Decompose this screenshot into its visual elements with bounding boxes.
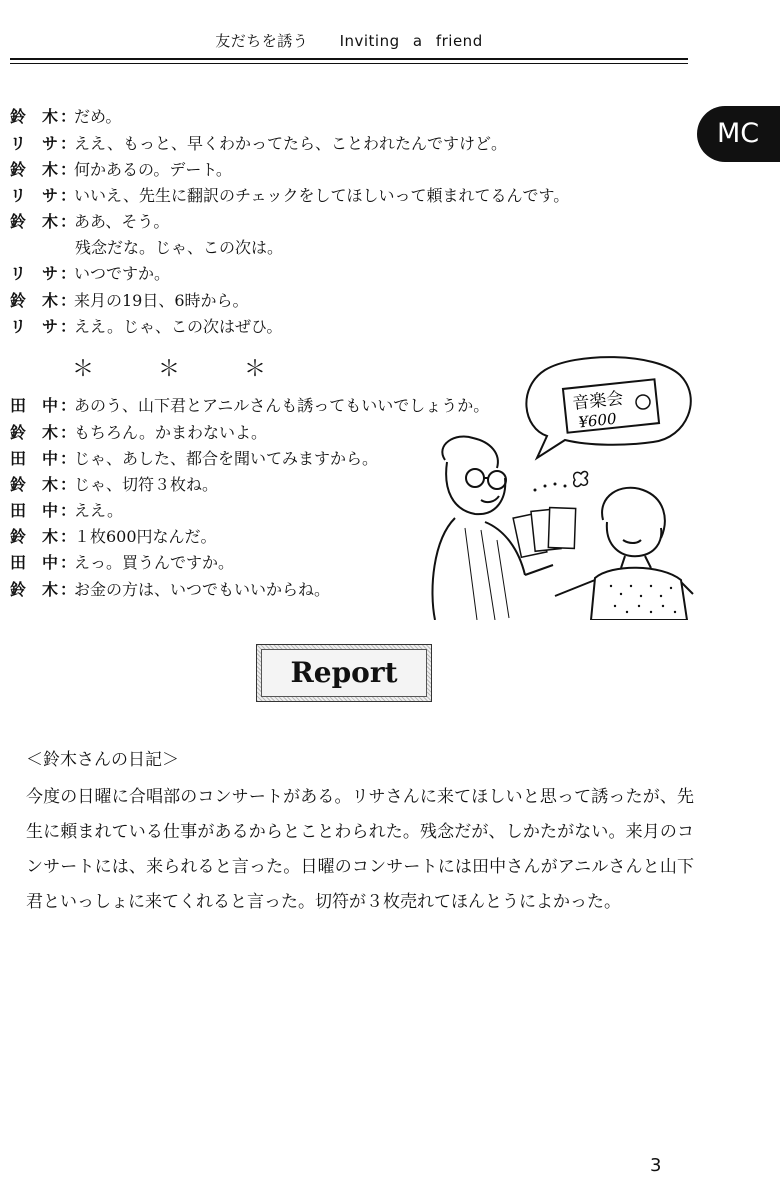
tickets-in-hand xyxy=(513,508,576,558)
speaker-name: リ サ xyxy=(10,317,59,336)
line-text: お金の方は、いつでもいいからね。 xyxy=(74,580,331,599)
dialogue-line: 鈴 木 ：何かあるの。デート。 xyxy=(10,157,232,180)
separator-star: ＊ xyxy=(72,357,95,382)
dialogue-line: 鈴 木 ：ああ、そう。 xyxy=(10,209,169,232)
dialogue-line: 鈴 木 ：じゃ、切符３枚ね。 xyxy=(10,472,218,495)
dialogue-line: 田 中 ：じゃ、あした、都合を聞いてみますから。 xyxy=(10,446,378,469)
speaker-name: 田 中 xyxy=(10,553,59,572)
speaker-name: 鈴 木 xyxy=(10,475,59,494)
line-text: 何かあるの。デート。 xyxy=(74,160,232,179)
dialogue-line: 田 中 ：あのう、山下君とアニルさんも誘ってもいいでしょうか。 xyxy=(10,393,489,416)
line-text: ああ、そう。 xyxy=(74,212,170,231)
speaker-name: 鈴 木 xyxy=(10,212,59,231)
line-text: いいえ、先生に翻訳のチェックをしてほしいって頼まれてるんです。 xyxy=(74,186,570,205)
speaker-name: 田 中 xyxy=(10,449,59,468)
dialogue-line: 田 中 ：えっ。買うんですか。 xyxy=(10,550,234,573)
page-number: 3 xyxy=(650,1155,662,1176)
header-en-title: Inviting a friend xyxy=(339,32,483,50)
scene-separator xyxy=(72,352,330,383)
speaker-name: 鈴 木 xyxy=(10,160,59,179)
woman-figure xyxy=(555,488,693,620)
concert-ticket-illustration xyxy=(425,350,695,620)
line-text: もちろん。かまわないよ。 xyxy=(74,423,267,442)
speaker-name: 田 中 xyxy=(10,501,59,520)
dialogue-line: リ サ ：ええ。じゃ、この次はぜひ。 xyxy=(10,314,282,337)
diary-title: ＜鈴木さんの日記＞ xyxy=(26,750,179,770)
line-text: 来月の19日、6時から。 xyxy=(74,291,249,310)
line-text: １枚600円なんだ。 xyxy=(74,527,217,546)
diary-body xyxy=(26,780,694,920)
dialogue-line: 鈴 木 ：１枚600円なんだ。 xyxy=(10,524,217,547)
sparkle-marks xyxy=(534,471,588,491)
dialogue-line: リ サ ：いつですか。 xyxy=(10,261,170,284)
header-rule-thick xyxy=(10,58,688,60)
dialogue-line: 鈴 木 ：だめ。 xyxy=(10,104,121,127)
line-text: だめ。 xyxy=(74,107,122,126)
dialogue-continuation: 残念だな。じゃ、この次は。 xyxy=(75,238,284,257)
speech-bubble xyxy=(526,357,690,458)
report-heading-box xyxy=(256,644,432,702)
speaker-name: リ サ xyxy=(10,134,59,153)
speaker-name: 鈴 木 xyxy=(10,291,59,310)
dialogue-line: 鈴 木 ：もちろん。かまわないよ。 xyxy=(10,420,267,443)
line-text: あのう、山下君とアニルさんも誘ってもいいでしょうか。 xyxy=(74,396,490,415)
running-header xyxy=(10,30,688,51)
speaker-name: 鈴 木 xyxy=(10,423,59,442)
dialogue-line: 鈴 木 ：来月の19日、6時から。 xyxy=(10,288,249,311)
speaker-name: リ サ xyxy=(10,186,59,205)
speaker-name: 鈴 木 xyxy=(10,527,59,546)
speaker-name: 鈴 木 xyxy=(10,580,59,599)
line-text: じゃ、切符３枚ね。 xyxy=(74,475,219,494)
report-heading: Report xyxy=(261,649,427,697)
dialogue-line: 鈴 木 ：お金の方は、いつでもいいからね。 xyxy=(10,577,330,600)
ticket-text-concert: 音楽会 xyxy=(571,388,625,414)
dress-pattern xyxy=(610,585,676,613)
line-text: いつですか。 xyxy=(74,264,171,283)
line-text: ええ。 xyxy=(74,501,123,520)
dialogue-line: 田 中 ：ええ。 xyxy=(10,498,123,521)
separator-star: ＊ xyxy=(244,357,267,382)
header-rule-thin xyxy=(10,63,688,64)
speaker-name: 鈴 木 xyxy=(10,107,59,126)
line-text: ええ。じゃ、この次はぜひ。 xyxy=(74,317,283,336)
dialogue-line: リ サ ：いいえ、先生に翻訳のチェックをしてほしいって頼まれてるんです。 xyxy=(10,183,569,206)
ticket-text-price: ¥600 xyxy=(577,409,618,432)
line-text: ええ、もっと、早くわかってたら、ことわれたんですけど。 xyxy=(74,134,507,153)
dialogue-line: リ サ ：ええ、もっと、早くわかってたら、ことわれたんですけど。 xyxy=(10,131,507,154)
section-tab-mc: MC xyxy=(697,106,780,162)
header-jp-title: 友だちを誘う xyxy=(215,32,309,50)
diary-paragraph: 今度の日曜に合唱部のコンサートがある。リサさんに来てほしいと思って誘ったが、先生に頼まれている仕事があるからとことわられた。残念だが、しかたがない。来月のコンサートには、来られると言った。日曜のコンサートには田中さんがアニルさんと山下君といっしょに来てくれると言った。切符が３枚売れてほんとうによかった。 xyxy=(26,787,694,912)
line-text: じゃ、あした、都合を聞いてみますから。 xyxy=(74,449,379,468)
line-text: えっ。買うんですか。 xyxy=(74,553,235,572)
speaker-name: 田 中 xyxy=(10,396,59,415)
speaker-name: リ サ xyxy=(10,264,59,283)
separator-star: ＊ xyxy=(158,357,181,382)
